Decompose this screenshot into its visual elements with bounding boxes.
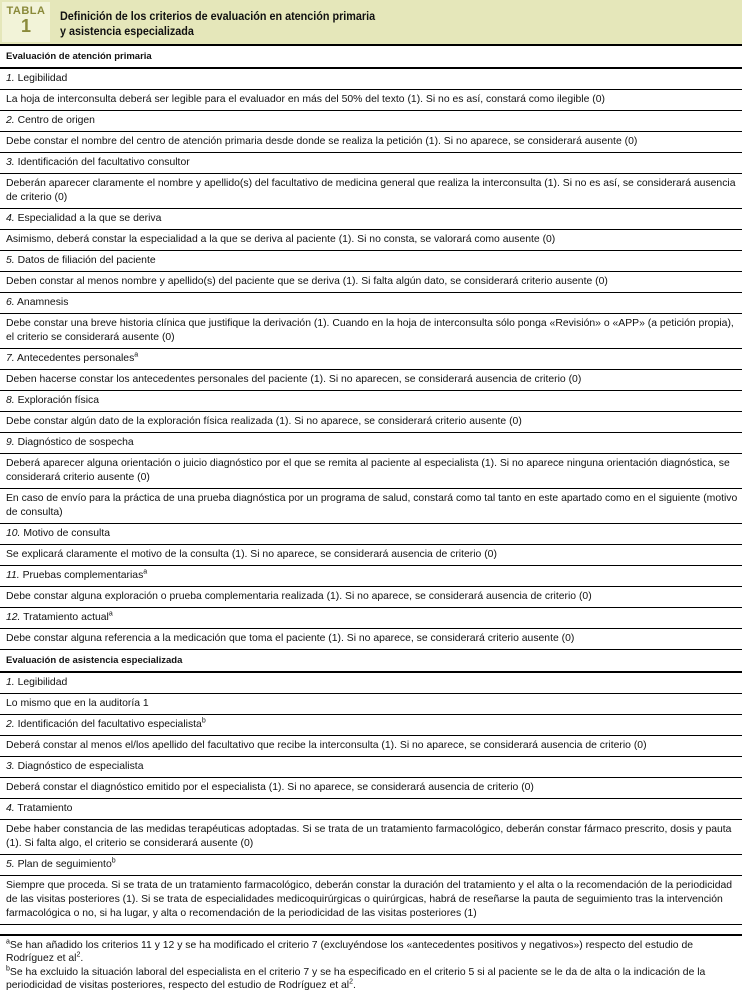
footnote-b-end: . — [353, 979, 356, 991]
criterion-heading — [0, 251, 742, 272]
criterion-heading — [0, 757, 742, 778]
criterion-label: Tratamiento — [17, 803, 73, 814]
criterion-label: Identificación del facultativo consultor — [17, 157, 190, 168]
criterion-label: Motivo de consulta — [23, 528, 110, 539]
criterion-footnote-mark: b — [201, 717, 206, 725]
criterion-number: 11. — [6, 570, 20, 581]
table-title-line-2: y asistencia especializada — [60, 24, 194, 38]
footnote-b-mark: b — [6, 965, 10, 973]
criterion-label: Tratamiento actual — [23, 612, 109, 623]
criterion-footnote-mark: a — [134, 351, 139, 359]
criterion-footnote-mark: b — [111, 857, 116, 865]
section-heading-primary-care: Evaluación de atención primaria — [0, 46, 742, 69]
criterion-heading — [0, 608, 742, 629]
table-label: TABLA — [6, 5, 46, 17]
criterion-description: Deben constar al menos nombre y apellido(s) del paciente que se deriva (1). Si falta algún dato, se considerará criterio ausente (0) — [0, 272, 742, 293]
table-footnotes — [0, 934, 742, 994]
section-specialized-care-rows — [0, 673, 742, 925]
criterion-heading — [0, 715, 742, 736]
criterion-heading — [0, 566, 742, 587]
criterion-label: Exploración física — [17, 395, 99, 406]
criterion-number: 4. — [6, 213, 15, 224]
criterion-heading — [0, 153, 742, 174]
criterion-description: Asimismo, deberá constar la especialidad a la que se deriva al paciente (1). Si no consta, se valorará como ausente (0) — [0, 230, 742, 251]
criterion-label: Datos de filiación del paciente — [17, 255, 156, 266]
criterion-number: 8. — [6, 395, 15, 406]
footnote-a-ref: 2 — [76, 951, 81, 959]
criterion-heading — [0, 799, 742, 820]
criterion-number: 5. — [6, 255, 15, 266]
criterion-description: Debe haber constancia de las medidas terapéuticas adoptadas. Si se trata de un tratamiento farmacológico, deberán constar fármaco prescrito, dosis y pauta (1). Si falta algo, el criterio se considerará ausente (0) — [0, 820, 742, 855]
footnote-b-ref: 2 — [349, 978, 353, 986]
criterion-number: 10. — [6, 528, 21, 539]
criterion-label: Antecedentes personales — [17, 353, 135, 364]
criterion-number: 1. — [6, 73, 15, 84]
section-heading-specialized-care: Evaluación de asistencia especializada — [0, 650, 742, 673]
footnote-b — [0, 967, 742, 994]
criterion-label: Anamnesis — [17, 297, 69, 308]
criterion-description: Deberán aparecer claramente el nombre y apellido(s) del facultativo de medicina general que realiza la interconsulta (1). Si no es así, se considerará ausencia de criterio (0) — [0, 174, 742, 209]
criterion-number: 3. — [6, 761, 15, 772]
table-header — [0, 0, 742, 46]
criterion-heading — [0, 524, 742, 545]
criterion-description: Debe constar el nombre del centro de atención primaria desde donde se realiza la petición (1). Si no aparece, se considerará ausente (0) — [0, 132, 742, 153]
criterion-label: Plan de seguimiento — [17, 859, 112, 870]
criterion-heading — [0, 69, 742, 90]
criterion-description: Deberá constar el diagnóstico emitido por el especialista (1). Si no aparece, se considerará ausencia de criterio (0) — [0, 778, 742, 799]
table-title-line-1: Definición de los criterios de evaluación en atención primaria — [60, 9, 376, 23]
footnote-a-mark: a — [6, 938, 10, 946]
criterion-label: Diagnóstico de sospecha — [17, 437, 134, 448]
criterion-description: Lo mismo que en la auditoría 1 — [0, 694, 742, 715]
criterion-description: Debe constar algún dato de la exploración física realizada (1). Si no aparece, se considerará criterio ausente (0) — [0, 412, 742, 433]
criterion-heading — [0, 855, 742, 876]
criterion-description: Deben hacerse constar los antecedentes personales del paciente (1). Si no aparecen, se considerará ausencia de criterio (0) — [0, 370, 742, 391]
criterion-heading — [0, 111, 742, 132]
criterion-number: 2. — [6, 719, 15, 730]
criterion-description: Deberá aparecer alguna orientación o juicio diagnóstico por el que se remita al paciente al especialista (1). Si no aparece ninguna orientación diagnóstica, se considerará criterio ausente (0) — [0, 454, 742, 489]
criterion-number: 4. — [6, 803, 15, 814]
criterion-number: 2. — [6, 115, 15, 126]
section-primary-care-rows — [0, 69, 742, 650]
criterion-label: Identificación del facultativo especialista — [17, 719, 202, 730]
criterion-footnote-mark: a — [108, 610, 113, 618]
criterion-label: Legibilidad — [17, 73, 68, 84]
criterion-heading — [0, 673, 742, 694]
criterion-description: Deberá constar al menos el/los apellido del facultativo que recibe la interconsulta (1). Si no aparece, se considerará ausencia de criterio (0) — [0, 736, 742, 757]
criterion-number: 5. — [6, 859, 15, 870]
criterion-heading — [0, 209, 742, 230]
criterion-footnote-mark: a — [143, 568, 148, 576]
criterion-label: Pruebas complementarias — [22, 570, 144, 581]
table-title — [60, 9, 636, 39]
table-body — [0, 46, 742, 925]
criterion-description: La hoja de interconsulta deberá ser legible para el evaluador en más del 50% del texto (1). Si no es así, constará como ilegible (0) — [0, 90, 742, 111]
criterion-description: Se explicará claramente el motivo de la consulta (1). Si no aparece, se considerará ausencia de criterio (0) — [0, 545, 742, 566]
criterion-label: Especialidad a la que se deriva — [17, 213, 162, 224]
criterion-description: Siempre que proceda. Si se trata de un tratamiento farmacológico, deberán constar la duración del tratamiento y el alta o la recomendación de la periodicidad de las visitas posteriores (1). Si se trata de especialidades medicoquirúrgicas o quirúrgicas, habrá de reseñarse la pauta de seguimiento tras la intervención farmacológica o no, si ha lugar, y alta o recomendación de la periodicidad de las visitas posteriores (1) — [0, 876, 742, 925]
footnote-a-text: Se han añadido los criterios 11 y 12 y se ha modificado el criterio 7 (excluyéndose los «antecedentes positivos y negativos») respecto del estudio de Rodríguez et al — [6, 940, 694, 964]
criterion-number: 9. — [6, 437, 15, 448]
criterion-heading — [0, 349, 742, 370]
footnote-a-end: . — [80, 952, 84, 964]
footnote-b-text: Se ha excluido la situación laboral del especialista en el criterio 7 y se ha especificado en el criterio 5 si al paciente se le da de alta o la indicación de la periodicidad de visitas posteriores, respecto del estudio de Rodríguez et al — [6, 967, 706, 991]
table-number: 1 — [20, 16, 31, 36]
criterion-heading — [0, 391, 742, 412]
criterion-description: En caso de envío para la práctica de una prueba diagnóstica por un programa de salud, constará como tal tanto en este apartado como en el siguiente (motivo de consulta) — [0, 489, 742, 524]
criterion-number: 1. — [6, 677, 15, 688]
criterion-description: Debe constar alguna exploración o prueba complementaria realizada (1). Si no aparece, se considerará ausencia de criterio (0) — [0, 587, 742, 608]
criterion-label: Diagnóstico de especialista — [17, 761, 144, 772]
criterion-number: 7. — [6, 353, 15, 364]
criterion-heading — [0, 433, 742, 454]
criterion-number: 3. — [6, 157, 15, 168]
criterion-label: Legibilidad — [17, 677, 68, 688]
criterion-description: Debe constar una breve historia clínica que justifique la derivación (1). Cuando en la hoja de interconsulta sólo ponga «Revisión» o «APP» (a petición propia), el criterio se considerará ausente (0) — [0, 314, 742, 349]
table-number-box — [2, 2, 50, 42]
criterion-description: Debe constar alguna referencia a la medicación que toma el paciente (1). Si no aparece, se considerará criterio ausente (0) — [0, 629, 742, 650]
footnote-a — [0, 940, 742, 967]
criterion-label: Centro de origen — [17, 115, 95, 126]
criterion-number: 12. — [6, 612, 21, 623]
criterion-heading — [0, 293, 742, 314]
criterion-number: 6. — [6, 297, 15, 308]
